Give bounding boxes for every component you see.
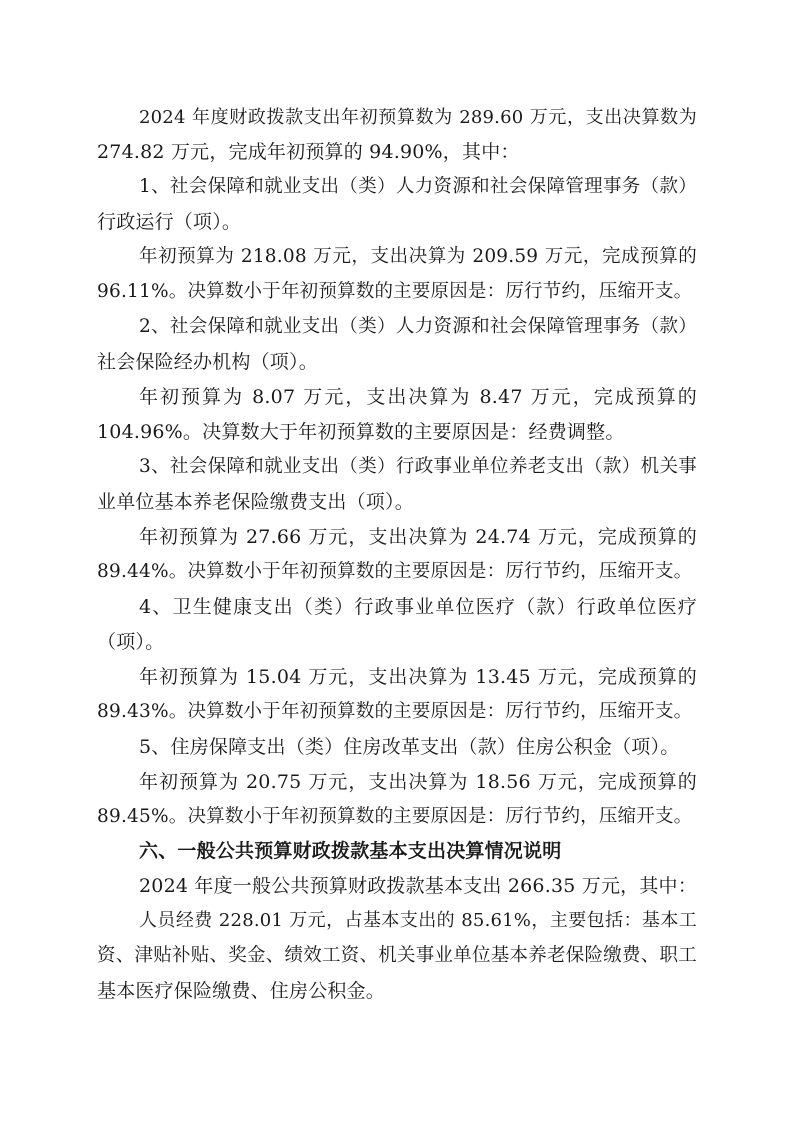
paragraph-line: 年初预算为 8.07 万元，支出决算为 8.47 万元，完成预算的 [139, 386, 697, 408]
paragraph-line: 3、社会保障和就业支出（类）行政事业单位养老支出（款）机关事 [139, 456, 697, 477]
paragraph-line: 5、住房保障支出（类）住房改革支出（款）住房公积金（项）。 [139, 736, 680, 758]
paragraph-line: 年初预算为 20.75 万元，支出决算为 18.56 万元，完成预算的 [139, 771, 697, 793]
paragraph-line: 基本医疗保险缴费、住房公积金。 [97, 980, 386, 1002]
paragraph-line: 社会保险经办机构（项）。 [97, 351, 318, 373]
paragraph-line: （项）。 [97, 631, 165, 653]
paragraph-line: 96.11%。决算数小于年初预算数的主要原因是：厉行节约，压缩开支。 [97, 281, 693, 302]
paragraph-line: 89.44%。决算数小于年初预算数的主要原因是：厉行节约，压缩开支。 [97, 561, 693, 582]
paragraph-line: 89.43%。决算数小于年初预算数的主要原因是：厉行节约，压缩开支。 [97, 701, 693, 722]
paragraph-line: 2024 年度财政拨款支出年初预算数为 289.60 万元，支出决算数为 [139, 107, 697, 128]
section-heading: 六、一般公共预算财政拨款基本支出决算情况说明 [139, 840, 562, 862]
paragraph-line: 资、津贴补贴、奖金、绩效工资、机关事业单位基本养老保险缴费、职工 [97, 945, 697, 966]
paragraph-line: 业单位基本养老保险缴费支出（项）。 [97, 491, 414, 513]
paragraph-line: 年初预算为 27.66 万元，支出决算为 24.74 万元，完成预算的 [139, 526, 697, 548]
paragraph-line: 4、卫生健康支出（类）行政事业单位医疗（款）行政单位医疗 [139, 596, 697, 618]
paragraph-line: 2、社会保障和就业支出（类）人力资源和社会保障管理事务（款） [139, 316, 697, 337]
paragraph-line: 行政运行（项）。 [97, 211, 242, 233]
paragraph-line: 人员经费 228.01 万元，占基本支出的 85.61%，主要包括：基本工 [139, 910, 697, 931]
paragraph-line: 年初预算为 218.08 万元，支出决算为 209.59 万元，完成预算的 [139, 246, 697, 267]
paragraph-line: 2024 年度一般公共预算财政拨款基本支出 266.35 万元，其中： [139, 875, 697, 897]
paragraph-line: 1、社会保障和就业支出（类）人力资源和社会保障管理事务（款） [139, 176, 697, 197]
paragraph-line: 89.45%。决算数小于年初预算数的主要原因是：厉行节约，压缩开支。 [97, 806, 693, 827]
paragraph-line: 274.82 万元，完成年初预算的 94.90%，其中： [97, 141, 520, 163]
paragraph-line: 年初预算为 15.04 万元，支出决算为 13.45 万元，完成预算的 [139, 666, 697, 688]
paragraph-line: 104.96%。决算数大于年初预算数的主要原因是：经费调整。 [97, 421, 625, 443]
